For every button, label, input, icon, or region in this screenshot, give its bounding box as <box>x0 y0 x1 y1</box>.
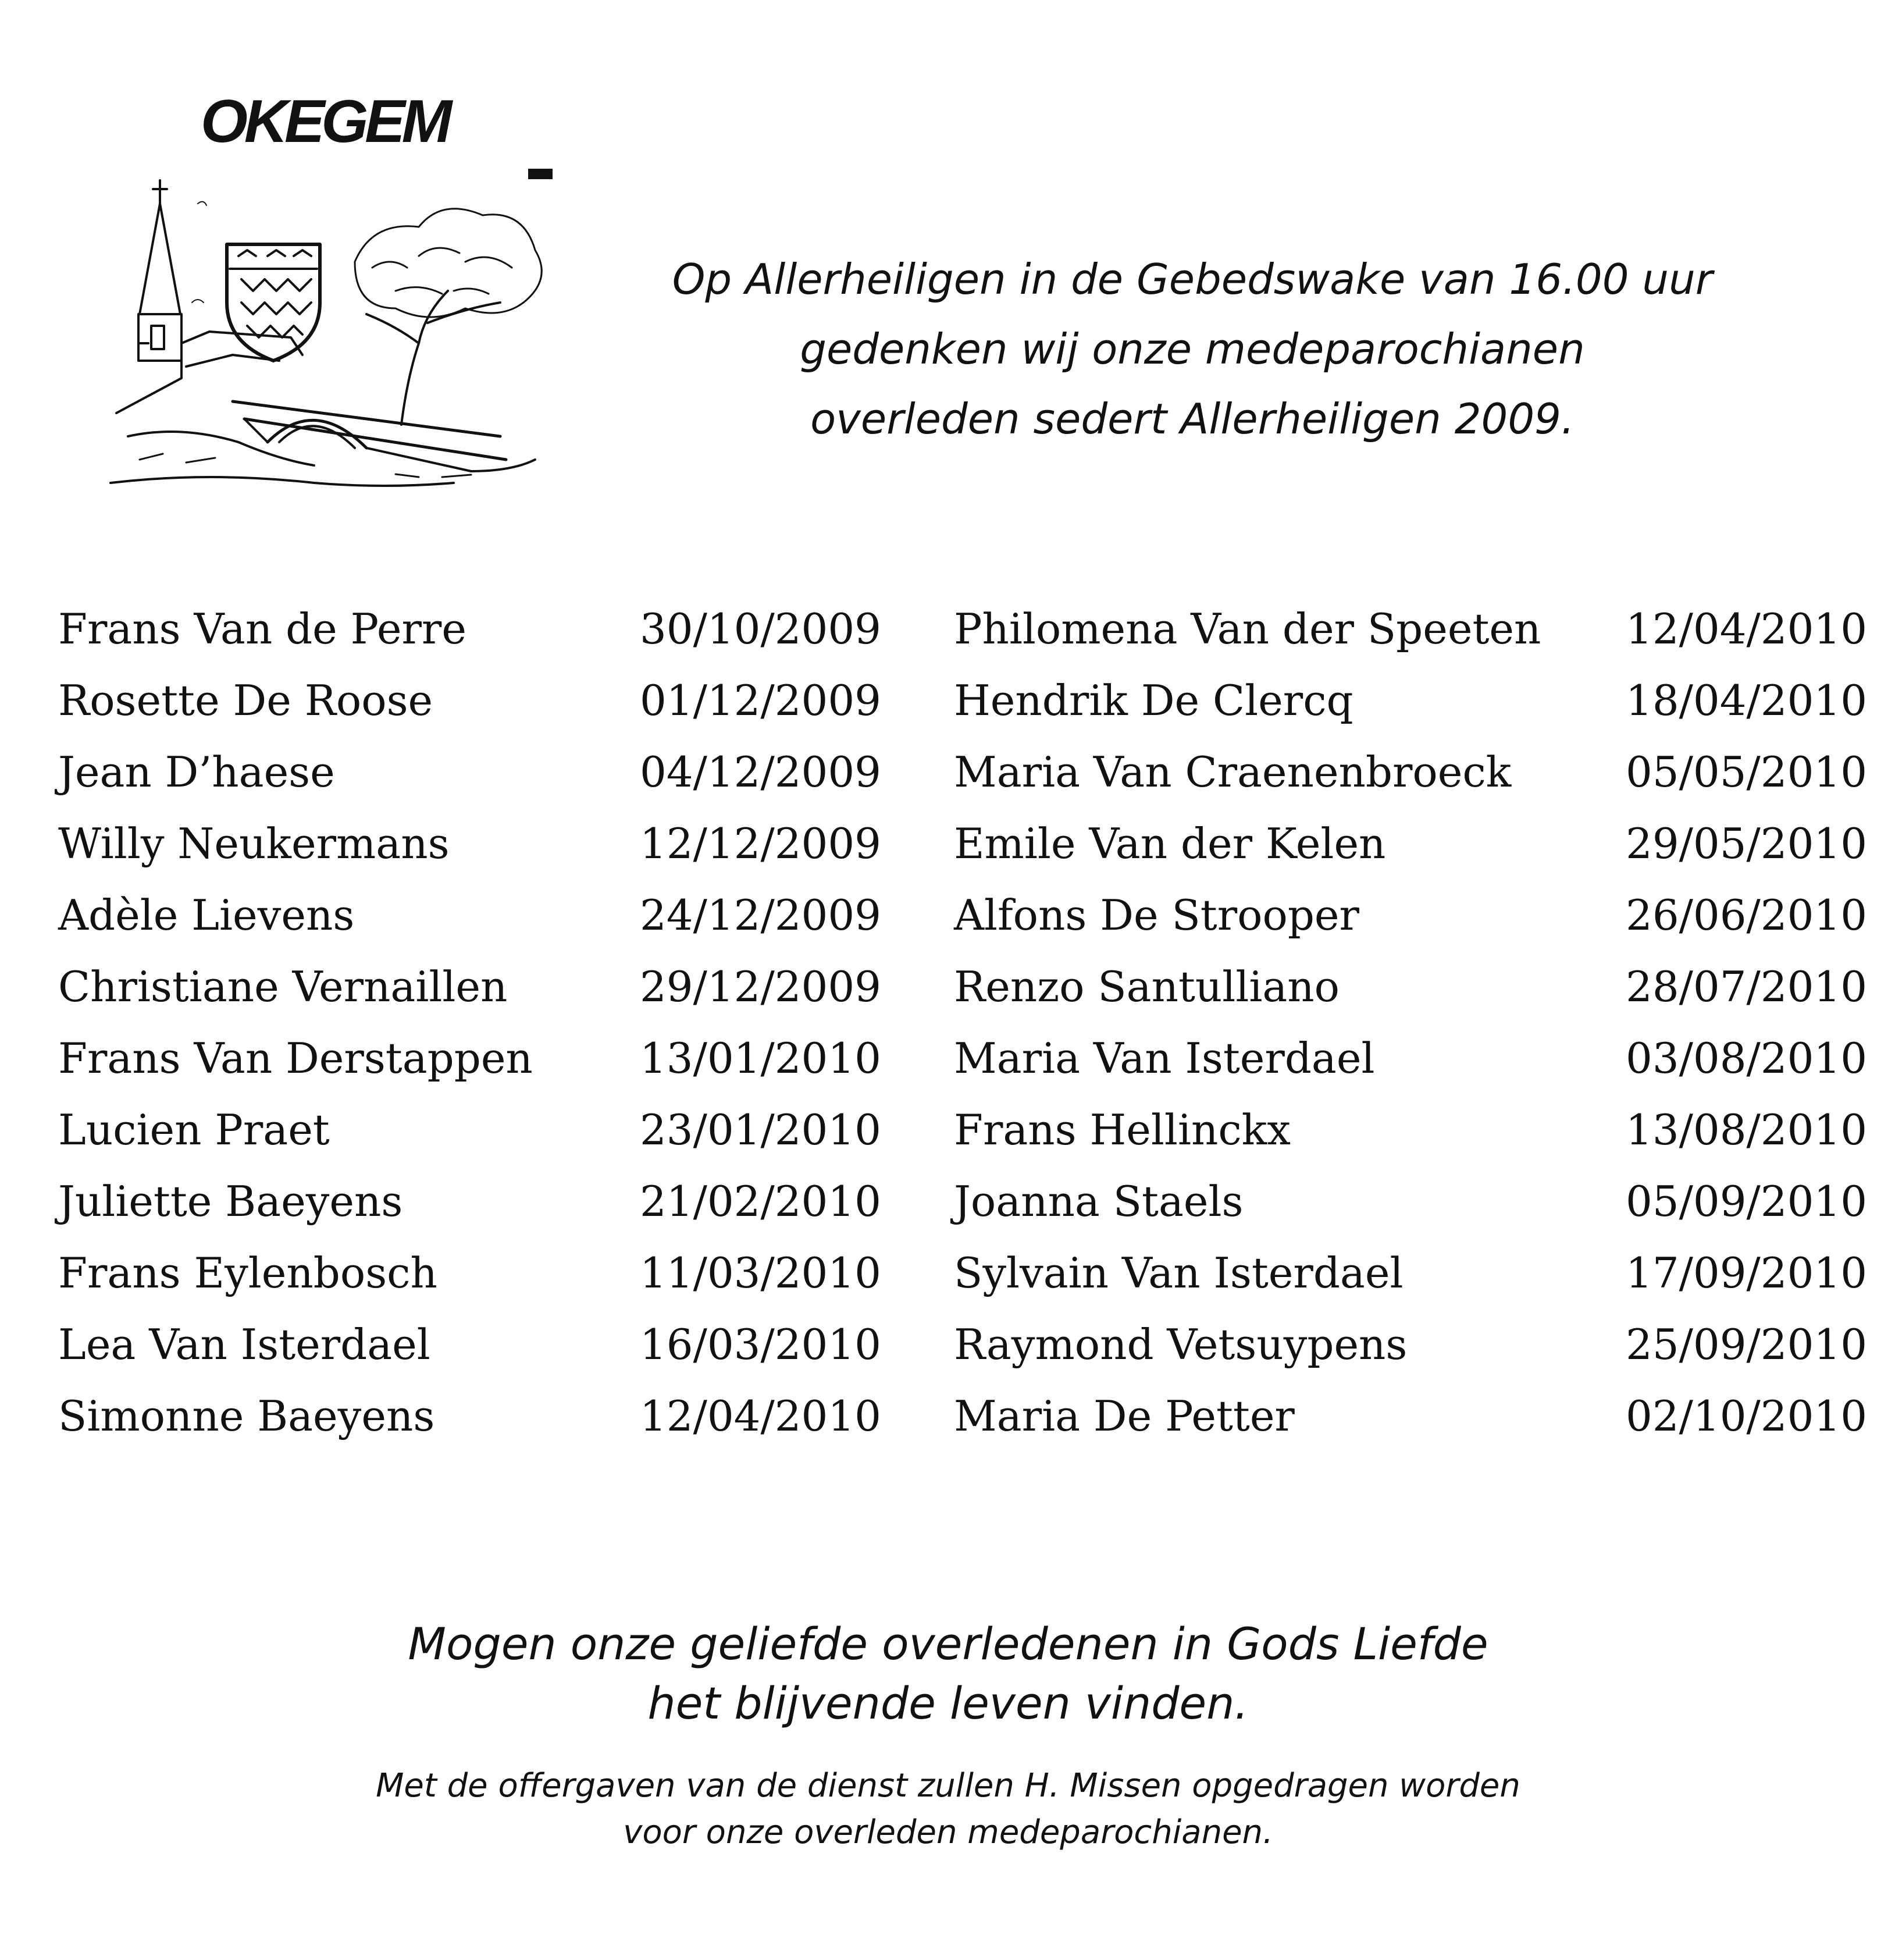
list-item <box>954 1094 1867 1166</box>
village-illustration <box>93 169 558 495</box>
deceased-name: Lucien Praet <box>58 1105 330 1154</box>
deceased-name: Raymond Vetsuypens <box>954 1320 1408 1369</box>
death-date: 12/04/2010 <box>1626 604 1867 653</box>
deceased-list-right <box>954 593 1867 1452</box>
list-item <box>954 665 1867 737</box>
deceased-name: Frans Eylenbosch <box>58 1248 437 1297</box>
deceased-name: Frans Van de Perre <box>58 604 466 653</box>
death-date: 04/12/2009 <box>640 748 881 796</box>
deceased-name: Renzo Santulliano <box>954 962 1340 1011</box>
death-date: 02/10/2010 <box>1626 1392 1867 1440</box>
list-item <box>954 737 1867 808</box>
list-item <box>58 880 884 951</box>
death-date: 16/03/2010 <box>640 1320 881 1369</box>
death-date: 21/02/2010 <box>640 1177 881 1226</box>
note-line: Met de offergaven van de dienst zullen H. Missen opgedragen worden <box>376 1767 1520 1805</box>
death-date: 29/05/2010 <box>1626 819 1867 868</box>
deceased-name: Adèle Lievens <box>58 891 355 940</box>
deceased-name: Simonne Baeyens <box>58 1392 435 1440</box>
closing-prayer <box>233 1614 1664 1733</box>
list-item <box>58 1023 884 1094</box>
list-item <box>954 880 1867 951</box>
list-item <box>954 1309 1867 1381</box>
deceased-name: Willy Neukermans <box>58 819 450 868</box>
list-item <box>58 737 884 808</box>
page-title: OKEGEM <box>201 88 449 155</box>
deceased-name: Sylvain Van Isterdael <box>954 1248 1404 1297</box>
list-item <box>58 1309 884 1381</box>
death-date: 01/12/2009 <box>640 676 881 725</box>
death-date: 12/04/2010 <box>640 1392 881 1440</box>
list-item <box>954 951 1867 1023</box>
deceased-name: Christiane Vernaillen <box>58 962 508 1011</box>
intro-line: gedenken wij onze medeparochianen <box>800 325 1585 373</box>
list-item <box>954 593 1867 665</box>
deceased-name: Philomena Van der Speeten <box>954 604 1541 653</box>
deceased-name: Jean D’haese <box>58 748 335 796</box>
deceased-name: Alfons De Strooper <box>954 891 1359 940</box>
intro-line: Op Allerheiligen in de Gebedswake van 16.00 uur <box>672 255 1713 304</box>
deceased-name: Lea Van Isterdael <box>58 1320 430 1369</box>
death-date: 05/05/2010 <box>1626 748 1867 796</box>
list-item <box>58 1094 884 1166</box>
death-date: 12/12/2009 <box>640 819 881 868</box>
deceased-name: Frans Van Derstappen <box>58 1034 533 1083</box>
death-date: 28/07/2010 <box>1626 962 1867 1011</box>
deceased-name: Joanna Staels <box>954 1177 1244 1226</box>
list-item <box>954 1166 1867 1237</box>
deceased-name: Juliette Baeyens <box>58 1177 403 1226</box>
death-date: 17/09/2010 <box>1626 1248 1867 1297</box>
deceased-name: Hendrik De Clercq <box>954 676 1353 725</box>
death-date: 25/09/2010 <box>1626 1320 1867 1369</box>
death-date: 24/12/2009 <box>640 891 881 940</box>
note-line: voor onze overleden medeparochianen. <box>623 1813 1273 1851</box>
deceased-name: Maria Van Isterdael <box>954 1034 1375 1083</box>
deceased-list-left <box>58 593 884 1452</box>
list-item <box>58 951 884 1023</box>
deceased-name: Maria Van Craenenbroeck <box>954 748 1512 796</box>
list-item <box>954 1381 1867 1452</box>
deceased-name: Frans Hellinckx <box>954 1105 1291 1154</box>
list-item <box>58 1237 884 1309</box>
death-date: 13/08/2010 <box>1626 1105 1867 1154</box>
closing-line: Mogen onze geliefde overledenen in Gods Liefde <box>408 1618 1488 1670</box>
death-date: 23/01/2010 <box>640 1105 881 1154</box>
closing-line: het blijvende leven vinden. <box>647 1677 1249 1729</box>
death-date: 03/08/2010 <box>1626 1034 1867 1083</box>
death-date: 18/04/2010 <box>1626 676 1867 725</box>
death-date: 26/06/2010 <box>1626 891 1867 940</box>
intro-text <box>523 244 1861 454</box>
list-item <box>58 1381 884 1452</box>
death-date: 30/10/2009 <box>640 604 881 653</box>
deceased-name: Rosette De Roose <box>58 676 433 725</box>
death-date: 11/03/2010 <box>640 1248 881 1297</box>
list-item <box>58 808 884 880</box>
list-item <box>58 665 884 737</box>
death-date: 13/01/2010 <box>640 1034 881 1083</box>
death-date: 29/12/2009 <box>640 962 881 1011</box>
deceased-name: Emile Van der Kelen <box>954 819 1386 868</box>
death-date: 05/09/2010 <box>1626 1177 1867 1226</box>
intro-line: overleden sedert Allerheiligen 2009. <box>810 394 1575 443</box>
list-item <box>954 1023 1867 1094</box>
list-item <box>954 1237 1867 1309</box>
list-item <box>58 1166 884 1237</box>
list-item <box>58 593 884 665</box>
offering-note <box>233 1763 1664 1856</box>
list-item <box>954 808 1867 880</box>
deceased-name: Maria De Petter <box>954 1392 1295 1440</box>
